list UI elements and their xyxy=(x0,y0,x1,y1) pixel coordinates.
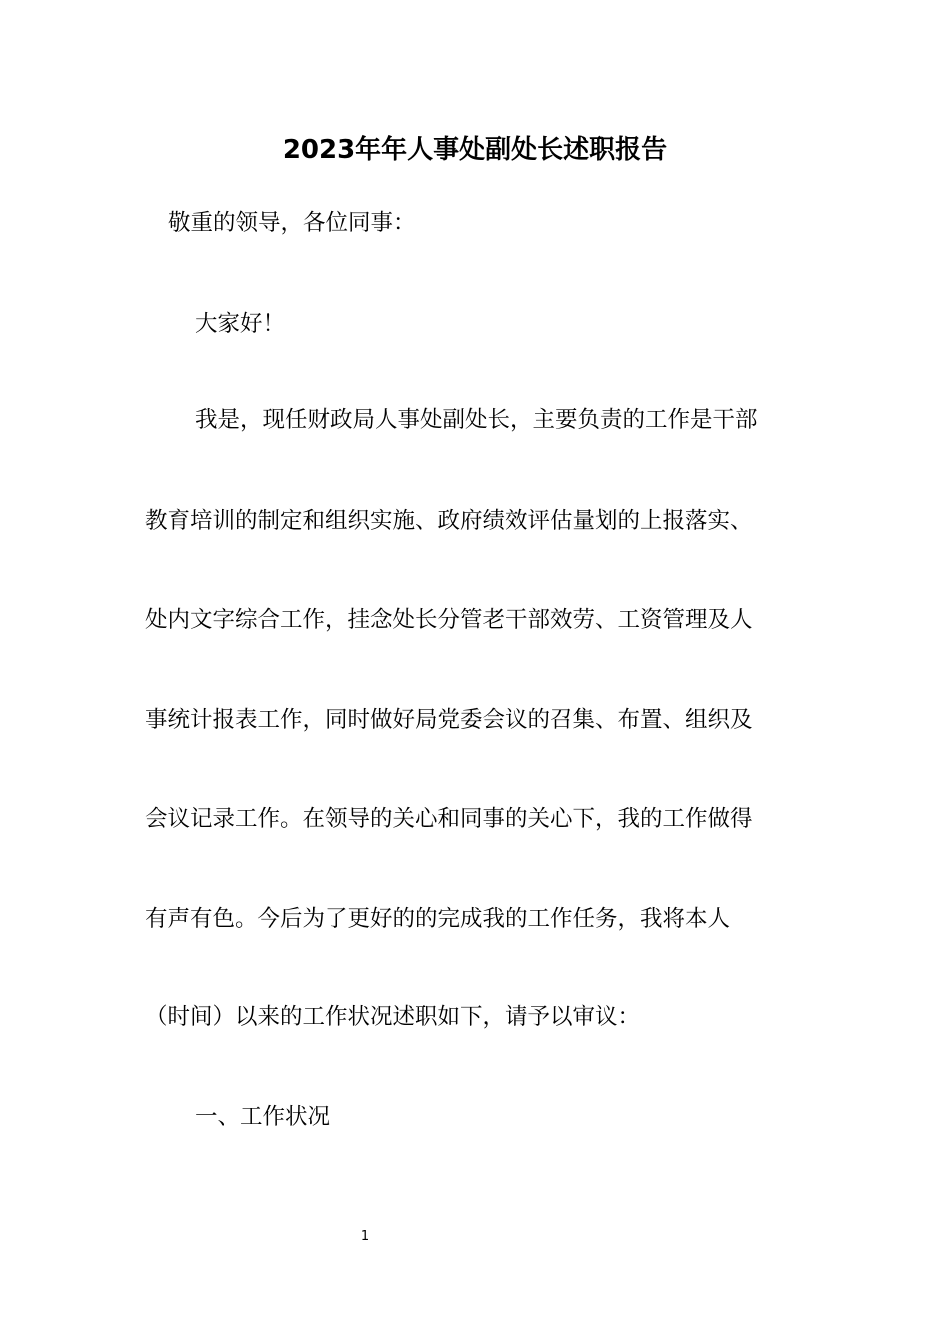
paragraph-line: 会议记录工作。在领导的关心和同事的关心下，我的工作做得 xyxy=(145,806,753,832)
paragraph-line: 有声有色。今后为了更好的的完成我的工作任务，我将本人 xyxy=(145,906,731,932)
paragraph-line: 处内文字综合工作，挂念处长分管老干部效劳、工资管理及人 xyxy=(145,607,753,633)
salutation: 敬重的领导，各位同事： xyxy=(168,210,416,236)
paragraph-line: （时间）以来的工作状况述职如下，请予以审议： xyxy=(145,1004,641,1030)
paragraph-line: 教育培训的制定和组织实施、政府绩效评估量划的上报落实、 xyxy=(145,508,753,534)
greeting: 大家好！ xyxy=(195,311,286,337)
paragraph-line: 我是，现任财政局人事处副处长，主要负责的工作是干部 xyxy=(195,407,758,433)
section-heading: 一、工作状况 xyxy=(195,1104,331,1130)
document-title: 2023年年人事处副处长述职报告 xyxy=(282,135,668,165)
page-number: 1 xyxy=(360,1229,370,1244)
paragraph-line: 事统计报表工作，同时做好局党委会议的召集、布置、组织及 xyxy=(145,707,753,733)
